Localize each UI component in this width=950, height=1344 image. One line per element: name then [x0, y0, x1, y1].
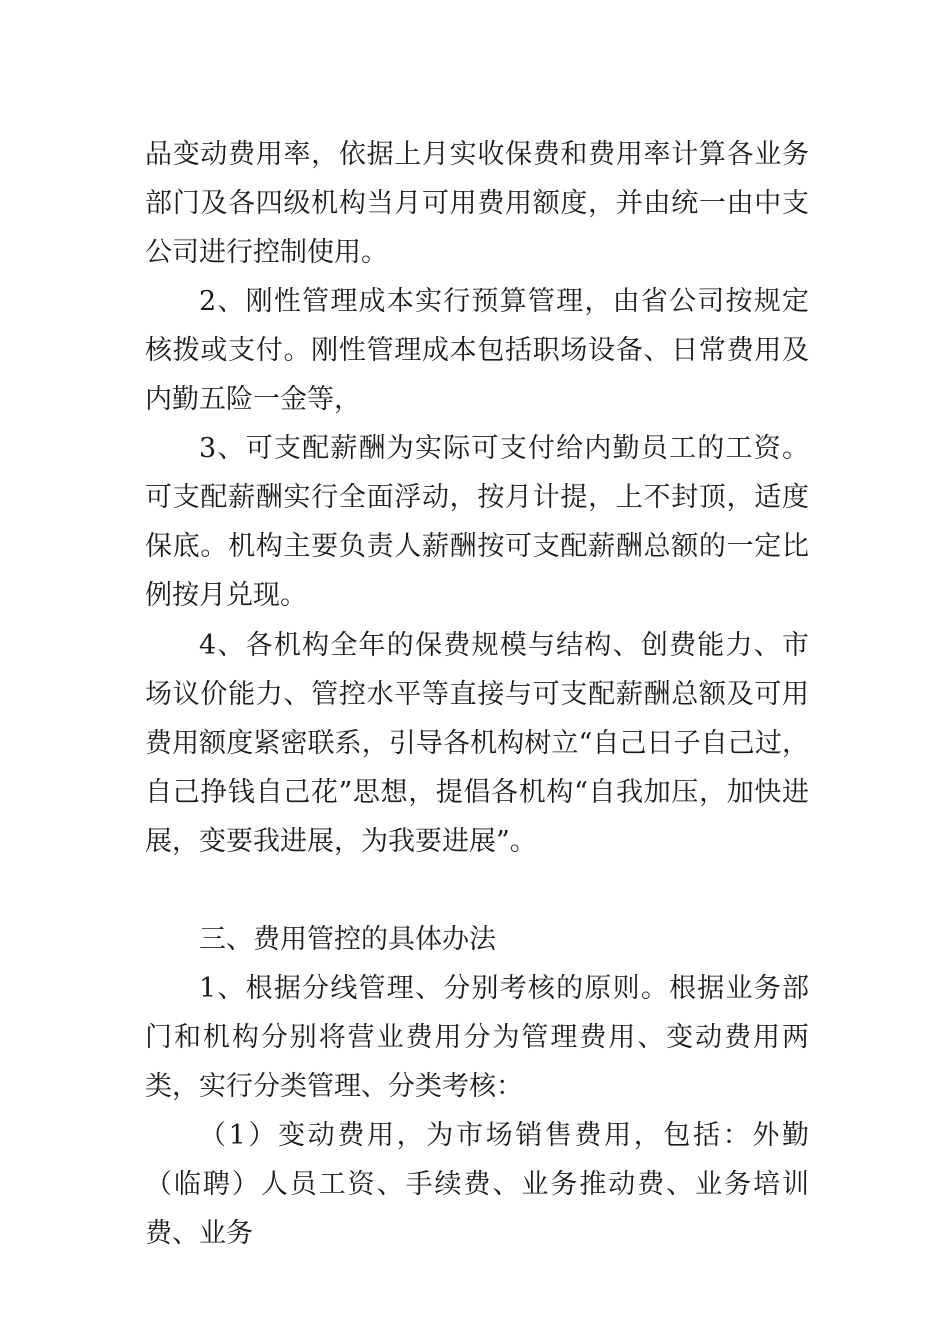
paragraph-item-3: 3、可支配薪酬为实际可支付给内勤员工的工资。可支配薪酬实行全面浮动，按月计提，上不封顶，适度保底。机构主要负责人薪酬按可支配薪酬总额的一定比例按月兑现。 [145, 433, 809, 611]
paragraph-item-2: 2、刚性管理成本实行预算管理，由省公司按规定核拨或支付。刚性管理成本包括职场设备、日常费用及内勤五险一金等， [145, 286, 809, 415]
paragraph-item-4: 4、各机构全年的保费规模与结构、创费能力、市场议价能力、管控水平等直接与可支配薪酬总额及可用费用额度紧密联系，引导各机构树立“自己日子自己过，自己挣钱自己花”思想，提倡各机构“自我加压，加快进展，变要我进展，为我要进展”。 [145, 630, 809, 857]
paragraph-section3-item-1: 1、根据分线管理、分别考核的原则。根据业务部门和机构分别将营业费用分为管理费用、变动费用两类，实行分类管理、分类考核： [145, 973, 809, 1102]
paragraph-subitem-1: （1）变动费用，为市场销售费用，包括：外勤（临聘）人员工资、手续费、业务推动费、业务培训费、业务 [145, 1120, 809, 1249]
section-heading-3: 三、费用管控的具体办法 [199, 924, 496, 955]
paragraph-continuation: 品变动费用率，依据上月实收保费和费用率计算各业务部门及各四级机构当月可用费用额度，并由统一由中支公司进行控制使用。 [145, 139, 809, 268]
